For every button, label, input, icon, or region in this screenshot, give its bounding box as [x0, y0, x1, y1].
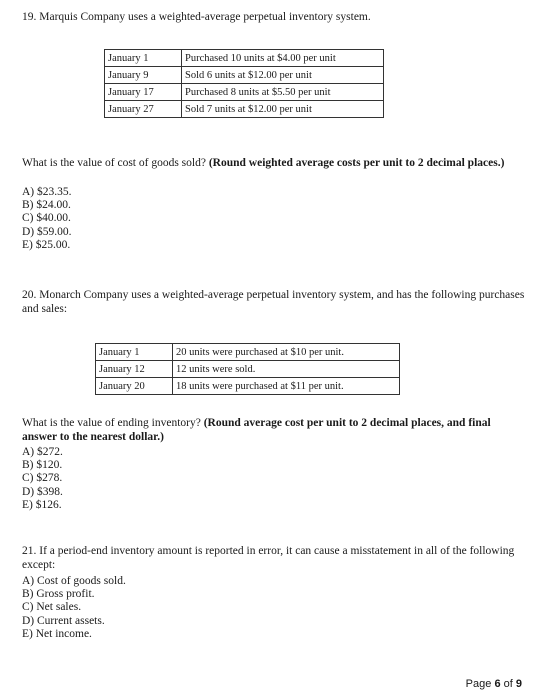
answer-choice: E) $25.00. — [22, 238, 71, 251]
date-cell: January 1 — [105, 50, 182, 67]
question-20-title: 20. Monarch Company uses a weighted-average perpetual inventory system, and has the following purchases and sales: — [22, 289, 525, 315]
question-20-prompt — [22, 416, 527, 444]
question-19-prompt — [22, 156, 527, 170]
question-19-title: 19. Marquis Company uses a weighted-average perpetual inventory system. — [22, 11, 371, 23]
date-cell: January 12 — [96, 361, 173, 378]
answer-choice: E) Net income. — [22, 627, 92, 640]
page-label: Page — [465, 678, 492, 690]
table-row — [105, 67, 384, 84]
prompt-text: What is the value of ending inventory? — [22, 417, 204, 429]
answer-choice: A) Cost of goods sold. — [22, 575, 126, 587]
table-row — [96, 378, 400, 395]
answer-choice: C) Net sales. — [22, 601, 82, 614]
prompt-instruction: (Round weighted average costs per unit to 2 decimal places.) — [208, 157, 505, 169]
question-20-table — [95, 343, 400, 395]
date-cell: January 20 — [96, 378, 173, 395]
date-cell: January 9 — [105, 67, 182, 84]
description-cell: 12 units were sold. — [173, 361, 400, 378]
date-cell: January 27 — [105, 101, 182, 118]
date-cell: January 17 — [105, 84, 182, 101]
question-20-choices — [22, 446, 63, 512]
question-19-choices — [22, 186, 72, 252]
question-21-choices — [22, 575, 126, 641]
answer-choice: B) $120. — [22, 459, 63, 472]
answer-choice: C) $40.00. — [22, 212, 71, 225]
answer-choice: D) Current assets. — [22, 614, 105, 627]
page-total: 9 — [515, 678, 522, 690]
table-row — [105, 101, 384, 118]
description-cell: Purchased 10 units at $4.00 per unit — [182, 50, 384, 67]
answer-choice: A) $272. — [22, 446, 63, 458]
description-cell: Sold 7 units at $12.00 per unit — [182, 101, 384, 118]
answer-choice: B) $24.00. — [22, 199, 71, 212]
date-cell: January 1 — [96, 344, 173, 361]
answer-choice: B) Gross profit. — [22, 588, 95, 601]
answer-choice: E) $126. — [22, 498, 62, 511]
table-row — [105, 50, 384, 67]
page-current: 6 — [494, 678, 501, 690]
answer-choice: D) $398. — [22, 485, 63, 498]
description-cell: Sold 6 units at $12.00 per unit — [182, 67, 384, 84]
question-19-table — [104, 49, 384, 118]
page-of: of — [503, 678, 513, 690]
description-cell: 18 units were purchased at $11 per unit. — [173, 378, 400, 395]
table-row — [96, 344, 400, 361]
prompt-text: What is the value of cost of goods sold? — [22, 157, 209, 169]
table-row — [96, 361, 400, 378]
answer-choice: C) $278. — [22, 472, 63, 485]
question-21-title: 21. If a period-end inventory amount is reported in error, it can cause a misstatement in all of the following except: — [22, 545, 515, 571]
answer-choice: A) $23.35. — [22, 186, 72, 198]
prompt-instruction: (Round average cost per unit to 2 decimal places, and final answer to the nearest dollar.) — [22, 417, 491, 443]
table-row — [105, 84, 384, 101]
answer-choice: D) $59.00. — [22, 225, 72, 238]
description-cell: Purchased 8 units at $5.50 per unit — [182, 84, 384, 101]
description-cell: 20 units were purchased at $10 per unit. — [173, 344, 400, 361]
page-number — [466, 678, 522, 690]
